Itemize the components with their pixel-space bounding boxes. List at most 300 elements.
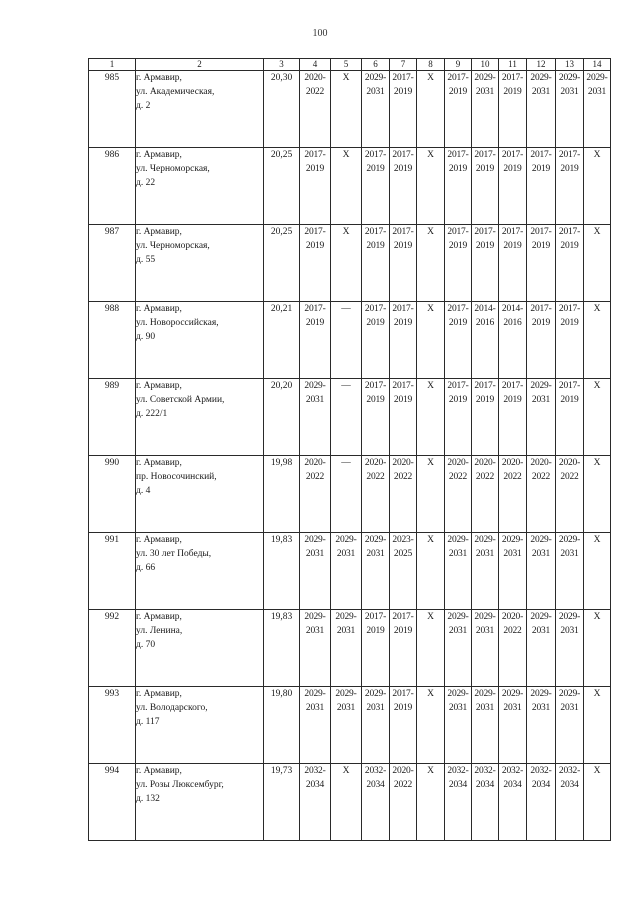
period-cell-line: 2034 <box>503 780 522 790</box>
period-cell-col-11 <box>499 456 527 533</box>
period-cell-line: X <box>593 150 601 160</box>
period-cell-line: 2017- <box>392 227 414 237</box>
period-cell-line: 2017- <box>501 381 524 391</box>
period-cell-line: X <box>427 304 434 314</box>
address-line: д. 4 <box>136 486 151 496</box>
period-cell-col-10 <box>472 687 499 764</box>
address-cell <box>136 379 264 456</box>
period-cell-line: 2025 <box>393 549 413 559</box>
period-cell-line: 2029- <box>558 612 581 622</box>
period-cell-line: 2029- <box>586 73 608 83</box>
period-cell-line: X <box>427 150 434 160</box>
period-cell-col-14 <box>584 610 611 687</box>
period-cell-line: 2019 <box>560 395 579 405</box>
period-cell-line: 2031 <box>560 549 579 559</box>
area-cell: 19,80 <box>264 687 300 764</box>
period-cell-line: 2020- <box>392 766 414 776</box>
period-cell-line: 2020- <box>530 458 552 468</box>
period-cell-col-8 <box>417 148 445 225</box>
period-cell-line: 2029- <box>558 73 581 83</box>
period-cell-line: 2029- <box>530 689 552 699</box>
period-cell-line: 2029- <box>304 612 326 622</box>
header-row <box>89 59 611 71</box>
period-cell-line: 2031 <box>366 87 385 97</box>
period-cell-line: 2017- <box>392 150 414 160</box>
table-row <box>89 225 611 302</box>
area-cell: 19,73 <box>264 764 300 841</box>
period-cell-line: 2019 <box>393 395 413 405</box>
period-cell-line: 2031 <box>531 87 551 97</box>
period-cell-col-5 <box>331 687 362 764</box>
period-cell-col-7 <box>390 456 417 533</box>
address-cell <box>136 533 264 610</box>
period-cell-line: 2017- <box>501 73 524 83</box>
period-cell-col-6 <box>362 456 390 533</box>
period-cell-line: 2022 <box>503 472 522 482</box>
page-number: 100 <box>312 28 328 39</box>
period-cell-line: 2017- <box>392 612 414 622</box>
period-cell-line: 2031 <box>531 703 551 713</box>
period-cell-col-7 <box>390 687 417 764</box>
period-cell-col-4 <box>300 379 331 456</box>
period-cell-line: 2017- <box>474 150 496 160</box>
period-cell-col-7 <box>390 764 417 841</box>
period-cell-line: 2017- <box>530 150 552 160</box>
period-cell-line: 2031 <box>448 626 468 636</box>
period-cell-col-14 <box>584 764 611 841</box>
period-cell-line: X <box>427 612 434 622</box>
period-cell-line: 2022 <box>560 472 579 482</box>
period-cell-col-8 <box>417 533 445 610</box>
period-cell-line: 2032- <box>558 766 581 776</box>
address-line: ул. Черноморская, <box>136 241 210 251</box>
period-cell-line: 2031 <box>475 703 495 713</box>
address-line: г. Армавир, <box>136 766 182 776</box>
period-cell-line: X <box>427 458 434 468</box>
row-number: 988 <box>89 302 136 379</box>
row-number: 989 <box>89 379 136 456</box>
address-cell <box>136 610 264 687</box>
period-cell-line: 2031 <box>475 87 495 97</box>
address-line: ул. Володарского, <box>136 703 208 713</box>
area-cell: 20,25 <box>264 148 300 225</box>
period-cell-line: 2031 <box>531 395 551 405</box>
column-header-6: 6 <box>362 59 390 71</box>
period-cell-line: 2019 <box>448 318 468 328</box>
table-row <box>89 533 611 610</box>
period-cell-col-6 <box>362 225 390 302</box>
period-cell-line: 2031 <box>305 395 325 405</box>
period-cell-col-5 <box>331 225 362 302</box>
period-cell-col-5 <box>331 533 362 610</box>
period-cell-line: 2019 <box>503 241 522 251</box>
period-cell-col-9 <box>445 379 472 456</box>
period-cell-col-13 <box>556 456 584 533</box>
period-cell-line: 2017- <box>501 227 524 237</box>
period-cell-line: 2017- <box>364 150 387 160</box>
period-cell-col-12 <box>527 379 556 456</box>
period-cell-line: 2020- <box>501 612 524 622</box>
period-cell-col-12 <box>527 764 556 841</box>
period-cell-col-8 <box>417 687 445 764</box>
address-line: д. 117 <box>136 717 160 727</box>
period-cell-col-14 <box>584 148 611 225</box>
period-cell-col-8 <box>417 456 445 533</box>
period-cell-line: X <box>593 227 601 237</box>
column-header-1: 1 <box>89 59 136 71</box>
period-cell-line: 2031 <box>560 87 579 97</box>
period-cell-col-6 <box>362 379 390 456</box>
row-number: 986 <box>89 148 136 225</box>
table-body <box>89 71 611 841</box>
row-number: 985 <box>89 71 136 148</box>
address-line: г. Армавир, <box>136 535 182 545</box>
address-line: г. Армавир, <box>136 227 182 237</box>
period-cell-line: 2017- <box>474 381 496 391</box>
period-cell-col-10 <box>472 610 499 687</box>
period-cell-line: 2029- <box>530 381 552 391</box>
period-cell-col-6 <box>362 71 390 148</box>
period-cell-col-10 <box>472 225 499 302</box>
period-cell-col-5 <box>331 302 362 379</box>
period-cell-col-11 <box>499 610 527 687</box>
period-cell-col-7 <box>390 148 417 225</box>
period-cell-line: 2023- <box>392 535 414 545</box>
period-cell-line: 2022 <box>475 472 495 482</box>
address-line: д. 132 <box>136 794 160 804</box>
column-header-8: 8 <box>417 59 445 71</box>
period-cell-col-11 <box>499 379 527 456</box>
period-cell-line: 2017- <box>530 227 552 237</box>
period-cell-col-13 <box>556 687 584 764</box>
row-number: 994 <box>89 764 136 841</box>
period-cell-col-6 <box>362 148 390 225</box>
period-cell-line: 2019 <box>393 318 413 328</box>
period-cell-col-12 <box>527 533 556 610</box>
period-cell-line: 2022 <box>503 626 522 636</box>
period-cell-col-11 <box>499 71 527 148</box>
period-cell-line: 2031 <box>305 626 325 636</box>
address-line: д. 2 <box>136 101 151 111</box>
period-cell-line: X <box>427 689 434 699</box>
period-cell-col-5 <box>331 456 362 533</box>
period-cell-line: 2020- <box>447 458 469 468</box>
period-cell-line: 2019 <box>560 318 579 328</box>
period-cell-col-7 <box>390 71 417 148</box>
period-cell-line: 2022 <box>531 472 551 482</box>
period-cell-col-7 <box>390 225 417 302</box>
period-cell-line: 2029- <box>558 689 581 699</box>
period-cell-col-4 <box>300 302 331 379</box>
period-cell-col-8 <box>417 379 445 456</box>
period-cell-line: 2016 <box>503 318 522 328</box>
period-cell-col-13 <box>556 379 584 456</box>
address-line: г. Армавир, <box>136 304 182 314</box>
period-cell-line: X <box>427 535 434 545</box>
period-cell-col-4 <box>300 533 331 610</box>
period-cell-line: 2019 <box>475 241 495 251</box>
table-row <box>89 71 611 148</box>
period-cell-line: 2019 <box>560 241 579 251</box>
period-cell-line: 2017- <box>304 304 326 314</box>
period-cell-col-13 <box>556 225 584 302</box>
period-cell-line: 2019 <box>560 164 579 174</box>
period-cell-line: 2017- <box>392 304 414 314</box>
period-cell-line: 2029- <box>474 535 496 545</box>
area-cell: 20,25 <box>264 225 300 302</box>
period-cell-line: 2017- <box>447 73 469 83</box>
period-cell-line: 2029- <box>364 73 387 83</box>
period-cell-line: 2020- <box>304 73 326 83</box>
period-cell-line: X <box>342 150 350 160</box>
period-cell-line: 2022 <box>305 87 325 97</box>
period-cell-col-13 <box>556 148 584 225</box>
period-cell-line: 2017- <box>392 73 414 83</box>
period-cell-col-11 <box>499 148 527 225</box>
period-cell-line: X <box>593 304 601 314</box>
period-cell-line: 2031 <box>366 549 385 559</box>
address-line: д. 70 <box>136 640 156 650</box>
period-cell-line: 2019 <box>503 87 522 97</box>
period-cell-line: 2031 <box>531 549 551 559</box>
period-cell-line: 2031 <box>366 703 385 713</box>
period-cell-line: 2019 <box>503 164 522 174</box>
period-cell-line: 2017- <box>447 150 469 160</box>
address-line: г. Армавир, <box>136 689 182 699</box>
period-cell-line: 2029- <box>501 535 524 545</box>
period-cell-line: 2017- <box>447 227 469 237</box>
period-cell-line: 2031 <box>560 703 579 713</box>
period-cell-col-14 <box>584 456 611 533</box>
period-cell-col-6 <box>362 533 390 610</box>
period-cell-line: X <box>342 766 350 776</box>
period-cell-line: 2020- <box>501 458 524 468</box>
period-cell-col-9 <box>445 225 472 302</box>
period-cell-line: 2029- <box>530 73 552 83</box>
period-cell-line: 2031 <box>305 549 325 559</box>
address-line: ул. Черноморская, <box>136 164 210 174</box>
period-cell-col-5 <box>331 148 362 225</box>
period-cell-col-14 <box>584 533 611 610</box>
period-cell-col-11 <box>499 533 527 610</box>
address-line: ул. Розы Люксембург, <box>136 780 224 790</box>
period-cell-col-14 <box>584 71 611 148</box>
period-cell-line: 2031 <box>587 87 607 97</box>
period-cell-line: X <box>427 766 434 776</box>
period-cell-line: 2017- <box>558 227 581 237</box>
period-cell-line: 2019 <box>448 395 468 405</box>
period-cell-col-7 <box>390 533 417 610</box>
period-cell-line: 2017- <box>392 689 414 699</box>
period-cell-line: 2019 <box>393 164 413 174</box>
period-cell-line: 2019 <box>531 241 551 251</box>
period-cell-col-10 <box>472 148 499 225</box>
row-number: 990 <box>89 456 136 533</box>
area-cell: 20,21 <box>264 302 300 379</box>
column-header-10: 10 <box>472 59 499 71</box>
address-line: д. 22 <box>136 178 156 188</box>
period-cell-line: X <box>427 381 434 391</box>
period-cell-line: 2019 <box>448 87 468 97</box>
period-cell-line: 2019 <box>448 164 468 174</box>
column-header-4: 4 <box>300 59 331 71</box>
area-cell: 20,20 <box>264 379 300 456</box>
period-cell-col-11 <box>499 225 527 302</box>
period-cell-line: X <box>427 73 434 83</box>
period-cell-col-14 <box>584 225 611 302</box>
period-cell-col-5 <box>331 764 362 841</box>
period-cell-col-9 <box>445 610 472 687</box>
period-cell-line: 2032- <box>364 766 387 776</box>
period-cell-col-10 <box>472 764 499 841</box>
period-cell-col-10 <box>472 379 499 456</box>
period-cell-line: X <box>593 381 601 391</box>
period-cell-col-7 <box>390 302 417 379</box>
period-cell-col-12 <box>527 456 556 533</box>
address-line: ул. Советской Армии, <box>136 395 225 405</box>
period-cell-col-9 <box>445 456 472 533</box>
period-cell-col-8 <box>417 71 445 148</box>
period-cell-line: 2029- <box>304 689 326 699</box>
period-cell-col-6 <box>362 610 390 687</box>
address-line: ул. Новороссийская, <box>136 318 219 328</box>
period-cell-line: 2029- <box>558 535 581 545</box>
period-cell-line: 2029- <box>304 535 326 545</box>
period-cell-line: 2029- <box>474 612 496 622</box>
period-cell-col-6 <box>362 687 390 764</box>
address-line: ул. Академическая, <box>136 87 215 97</box>
period-cell-line: 2017- <box>392 381 414 391</box>
address-line: ул. Ленина, <box>136 626 183 636</box>
column-header-5: 5 <box>331 59 362 71</box>
period-cell-col-13 <box>556 302 584 379</box>
period-cell-line: 2029- <box>335 689 357 699</box>
column-header-3: 3 <box>264 59 300 71</box>
period-cell-line: 2014- <box>501 304 524 314</box>
period-cell-col-4 <box>300 764 331 841</box>
column-header-9: 9 <box>445 59 472 71</box>
table-row <box>89 456 611 533</box>
period-cell-line: 2017- <box>364 227 387 237</box>
period-cell-col-12 <box>527 225 556 302</box>
row-number: 993 <box>89 687 136 764</box>
period-cell-line: 2014- <box>474 304 496 314</box>
period-cell-line: 2029- <box>447 612 469 622</box>
period-cell-line: 2019 <box>393 241 413 251</box>
area-cell: 19,83 <box>264 533 300 610</box>
period-cell-line: 2017- <box>558 304 581 314</box>
address-line: г. Армавир, <box>136 612 182 622</box>
period-cell-col-6 <box>362 764 390 841</box>
period-cell-col-10 <box>472 302 499 379</box>
period-cell-col-11 <box>499 302 527 379</box>
row-number: 991 <box>89 533 136 610</box>
period-cell-col-4 <box>300 148 331 225</box>
period-cell-line: 2029- <box>304 381 326 391</box>
period-cell-line: 2029- <box>530 612 552 622</box>
period-cell-line: X <box>593 535 601 545</box>
period-cell-line: 2020- <box>304 458 326 468</box>
period-cell-line: — <box>341 381 351 391</box>
period-cell-col-4 <box>300 225 331 302</box>
period-cell-line: 2031 <box>336 626 356 636</box>
period-cell-line: 2022 <box>393 780 413 790</box>
address-cell <box>136 687 264 764</box>
period-cell-line: 2019 <box>366 241 385 251</box>
address-line: г. Армавир, <box>136 73 182 83</box>
address-cell <box>136 71 264 148</box>
period-cell-line: X <box>593 612 601 622</box>
period-cell-line: 2029- <box>530 535 552 545</box>
period-cell-col-10 <box>472 533 499 610</box>
period-cell-col-12 <box>527 610 556 687</box>
period-cell-line: 2017- <box>474 227 496 237</box>
address-line: д. 66 <box>136 563 156 573</box>
address-cell <box>136 225 264 302</box>
period-cell-line: 2022 <box>366 472 385 482</box>
column-header-7: 7 <box>390 59 417 71</box>
period-cell-line: — <box>341 304 351 314</box>
period-cell-line: X <box>593 766 601 776</box>
period-cell-col-14 <box>584 379 611 456</box>
area-cell: 19,83 <box>264 610 300 687</box>
period-cell-line: — <box>341 458 351 468</box>
period-cell-line: 2017- <box>304 150 326 160</box>
period-cell-col-5 <box>331 379 362 456</box>
period-cell-line: 2034 <box>475 780 495 790</box>
period-cell-line: 2034 <box>531 780 551 790</box>
period-cell-line: X <box>342 73 350 83</box>
column-header-11: 11 <box>499 59 527 71</box>
period-cell-line: 2017- <box>447 304 469 314</box>
period-cell-line: 2019 <box>475 395 495 405</box>
period-cell-col-9 <box>445 533 472 610</box>
period-cell-col-8 <box>417 764 445 841</box>
area-cell: 20,30 <box>264 71 300 148</box>
period-cell-line: 2032- <box>501 766 524 776</box>
period-cell-col-9 <box>445 687 472 764</box>
period-cell-line: 2022 <box>393 472 413 482</box>
period-cell-line: 2031 <box>448 549 468 559</box>
period-cell-col-13 <box>556 610 584 687</box>
period-cell-line: 2029- <box>447 535 469 545</box>
period-cell-line: 2017- <box>364 381 387 391</box>
address-line: д. 222/1 <box>136 409 168 419</box>
period-cell-line: 2029- <box>364 535 387 545</box>
period-cell-line: 2032- <box>304 766 326 776</box>
address-line: пр. Новосочинский, <box>136 472 217 482</box>
address-cell <box>136 302 264 379</box>
period-cell-line: 2029- <box>501 689 524 699</box>
period-cell-line: 2032- <box>530 766 552 776</box>
period-cell-line: 2020- <box>364 458 387 468</box>
period-cell-line: 2019 <box>393 87 413 97</box>
period-cell-line: 2032- <box>474 766 496 776</box>
table-row <box>89 379 611 456</box>
period-cell-col-4 <box>300 456 331 533</box>
period-cell-line: 2020- <box>392 458 414 468</box>
period-cell-col-5 <box>331 610 362 687</box>
period-cell-line: 2031 <box>560 626 579 636</box>
period-cell-line: 2017- <box>558 381 581 391</box>
address-cell <box>136 456 264 533</box>
area-cell: 19,98 <box>264 456 300 533</box>
period-cell-col-10 <box>472 456 499 533</box>
period-cell-line: 2031 <box>531 626 551 636</box>
address-line: ул. 30 лет Победы, <box>136 549 212 559</box>
period-cell-line: 2017- <box>530 304 552 314</box>
period-cell-col-8 <box>417 610 445 687</box>
